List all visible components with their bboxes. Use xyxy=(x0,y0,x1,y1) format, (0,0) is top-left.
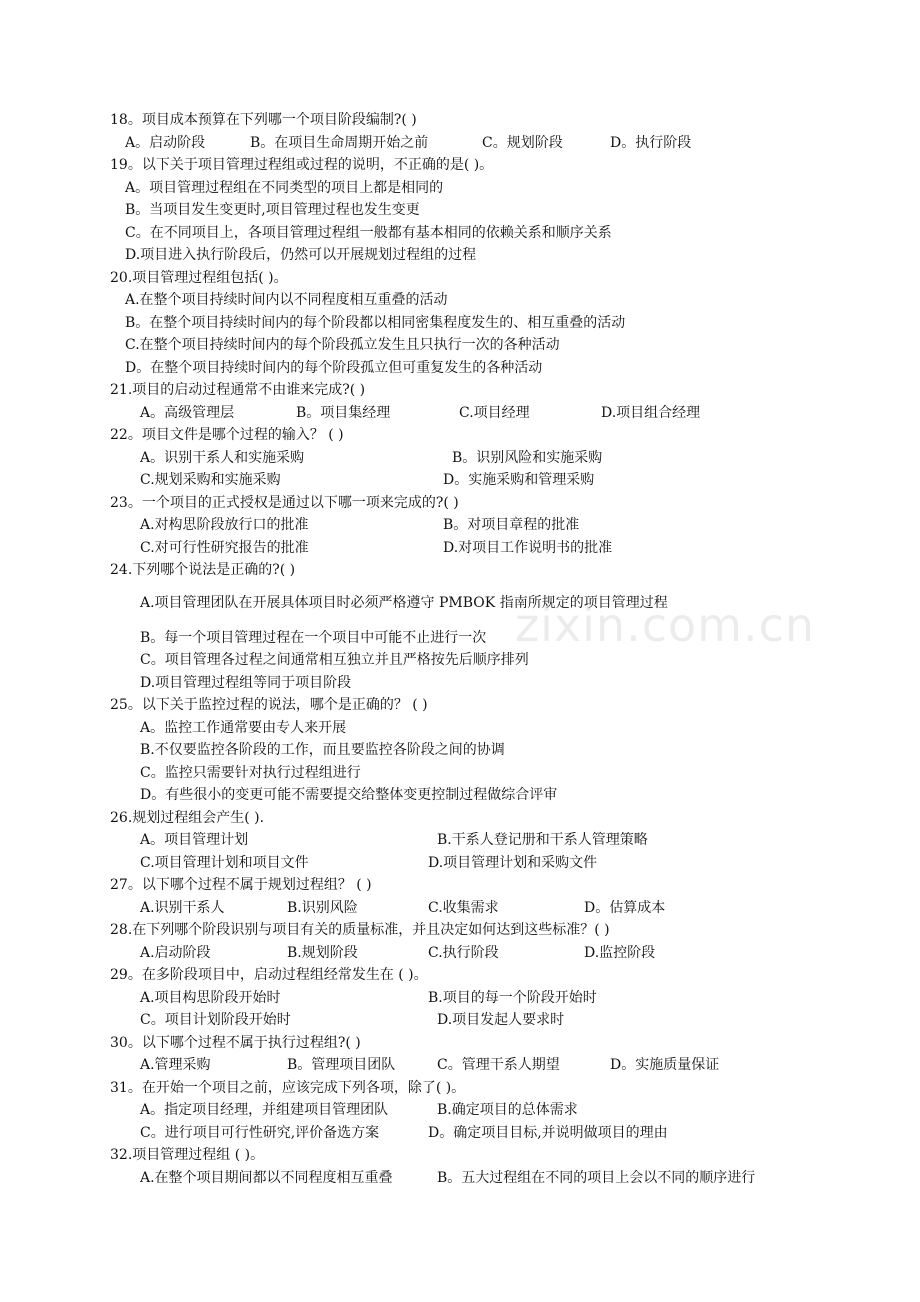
question-27-option-d: D。估算成本 xyxy=(584,900,666,916)
question-30-option-b: B。管理项目团队 xyxy=(287,1057,396,1073)
question-32-option-a: A.在整个项目期间都以不同程度相互重叠 xyxy=(140,1170,393,1186)
question-22-option-a: A。识别干系人和实施采购 xyxy=(140,450,305,466)
question-32-stem: 32.项目管理过程组 ( )。 xyxy=(110,1147,265,1163)
question-30-stem: 30。以下哪个过程不属于执行过程组?( ) xyxy=(110,1035,361,1051)
question-19-option-a: A。项目管理过程组在不同类型的项目上都是相同的 xyxy=(125,180,444,196)
question-28-option-d: D.监控阶段 xyxy=(584,945,656,961)
question-20-option-b: B。在整个项目持续时间内的每个阶段都以相同密集程度发生的、相互重叠的活动 xyxy=(125,315,626,331)
question-18-option-c: C。规划阶段 xyxy=(482,135,563,151)
question-20-option-d: D。在整个项目持续时间内的每个阶段孤立但可重复发生的各种活动 xyxy=(125,360,543,376)
question-22-stem: 22。项目文件是哪个过程的输入？ ( ) xyxy=(110,427,344,443)
question-25-option-c: C。监控只需要针对执行过程组进行 xyxy=(140,765,361,781)
question-23-stem: 23。一个项目的正式授权是通过以下哪一项来完成的?( ) xyxy=(110,495,459,511)
question-31-option-c: C。进行项目可行性研究,评价备选方案 xyxy=(140,1125,380,1141)
question-25-option-b: B.不仅要监控各阶段的工作，而且要监控各阶段之间的协调 xyxy=(140,742,505,758)
question-18-option-d: D。执行阶段 xyxy=(610,135,692,151)
question-29-option-b: B.项目的每一个阶段开始时 xyxy=(428,990,597,1006)
question-20-stem: 20.项目管理过程组包括( )。 xyxy=(110,270,288,286)
question-26-option-c: C.项目管理计划和项目文件 xyxy=(140,855,309,871)
question-26-option-b: B.干系人登记册和干系人管理策略 xyxy=(437,832,648,848)
question-23-option-a: A.对构思阶段放行口的批准 xyxy=(140,517,309,533)
question-22-option-d: D。实施采购和管理采购 xyxy=(443,472,595,488)
question-27-option-c: C.收集需求 xyxy=(428,900,499,916)
question-25-stem: 25。以下关于监控过程的说法，哪个是正确的？ ( ) xyxy=(110,697,428,713)
question-19-stem: 19。以下关于项目管理过程组或过程的说明，不正确的是( )。 xyxy=(110,157,494,173)
question-28-option-b: B.规划阶段 xyxy=(287,945,358,961)
question-18-stem: 18。项目成本预算在下列哪一个项目阶段编制?( ) xyxy=(110,112,417,128)
question-24-option-a: A.项目管理团队在开展具体项目时必须严格遵守 PMBOK 指南所规定的项目管理过程 xyxy=(140,595,668,611)
question-31-stem: 31。在开始一个项目之前，应该完成下列各项，除了( )。 xyxy=(110,1080,466,1096)
question-31-option-b: B.确定项目的总体需求 xyxy=(437,1102,578,1118)
question-24-option-c: C。项目管理各过程之间通常相互独立并且严格按先后顺序排列 xyxy=(140,652,529,668)
question-30-option-a: A.管理采购 xyxy=(140,1057,211,1073)
question-26-stem: 26.规划过程组会产生( ). xyxy=(110,810,265,826)
question-23-option-b: B。对项目章程的批准 xyxy=(443,517,580,533)
question-18-option-b: B。在项目生命周期开始之前 xyxy=(250,135,429,151)
question-27-option-a: A.识别干系人 xyxy=(140,900,225,916)
question-20-option-a: A.在整个项目持续时间内以不同程度相互重叠的活动 xyxy=(125,292,448,308)
question-21-option-c: C.项目经理 xyxy=(459,405,530,421)
question-23-option-d: D.对项目工作说明书的批准 xyxy=(443,540,613,556)
question-20-option-c: C.在整个项目持续时间内的每个阶段孤立发生且只执行一次的各种活动 xyxy=(125,337,560,353)
question-29-option-d: D.项目发起人要求时 xyxy=(437,1012,565,1028)
question-29-option-c: C。项目计划阶段开始时 xyxy=(140,1012,291,1028)
question-19-option-c: C。在不同项目上，各项目管理过程组一般都有基本相同的依赖关系和顺序关系 xyxy=(125,225,612,241)
watermark: zixin.com.cn xyxy=(515,598,816,652)
question-30-option-d: D。实施质量保证 xyxy=(610,1057,720,1073)
question-28-option-a: A.启动阶段 xyxy=(140,945,211,961)
question-32-option-b: B。五大过程组在不同的项目上会以不同的顺序进行 xyxy=(437,1170,756,1186)
question-22-option-b: B。识别风险和实施采购 xyxy=(452,450,603,466)
question-21-option-a: A。高级管理层 xyxy=(140,405,235,421)
question-29-option-a: A.项目构思阶段开始时 xyxy=(140,990,281,1006)
question-30-option-c: C。管理干系人期望 xyxy=(437,1057,560,1073)
question-26-option-d: D.项目管理计划和采购文件 xyxy=(428,855,598,871)
question-21-stem: 21.项目的启动过程通常不由谁来完成?( ) xyxy=(110,382,366,398)
question-26-option-a: A。项目管理计划 xyxy=(140,832,249,848)
question-25-option-d: D。有些很小的变更可能不需要提交给整体变更控制过程做综合评审 xyxy=(140,787,558,803)
question-31-option-d: D。确定项目目标,并说明做项目的理由 xyxy=(428,1125,668,1141)
question-24-option-d: D.项目管理过程组等同于项目阶段 xyxy=(140,675,352,691)
question-24-option-b: B。每一个项目管理过程在一个项目中可能不止进行一次 xyxy=(140,630,487,646)
question-29-stem: 29。在多阶段项目中，启动过程组经常发生在 ( )。 xyxy=(110,967,428,983)
question-27-option-b: B.识别风险 xyxy=(287,900,358,916)
question-18-option-a: A。启动阶段 xyxy=(125,135,206,151)
question-19-option-d: D.项目进入执行阶段后，仍然可以开展规划过程组的过程 xyxy=(125,247,477,263)
question-19-option-b: B。当项目发生变更时,项目管理过程也发生变更 xyxy=(125,202,420,218)
question-25-option-a: A。监控工作通常要由专人来开展 xyxy=(140,720,347,736)
question-24-stem: 24.下列哪个说法是正确的?( ) xyxy=(110,562,296,578)
question-28-option-c: C.执行阶段 xyxy=(428,945,499,961)
question-31-option-a: A。指定项目经理，并组建项目管理团队 xyxy=(140,1102,389,1118)
question-21-option-b: B。项目集经理 xyxy=(296,405,391,421)
question-23-option-c: C.对可行性研究报告的批准 xyxy=(140,540,309,556)
question-22-option-c: C.规划采购和实施采购 xyxy=(140,472,281,488)
question-27-stem: 27。以下哪个过程不属于规划过程组？ ( ) xyxy=(110,877,372,893)
question-21-option-d: D.项目组合经理 xyxy=(601,405,701,421)
question-28-stem: 28.在下列哪个阶段识别与项目有关的质量标准，并且决定如何达到这些标准？( ) xyxy=(110,922,610,938)
